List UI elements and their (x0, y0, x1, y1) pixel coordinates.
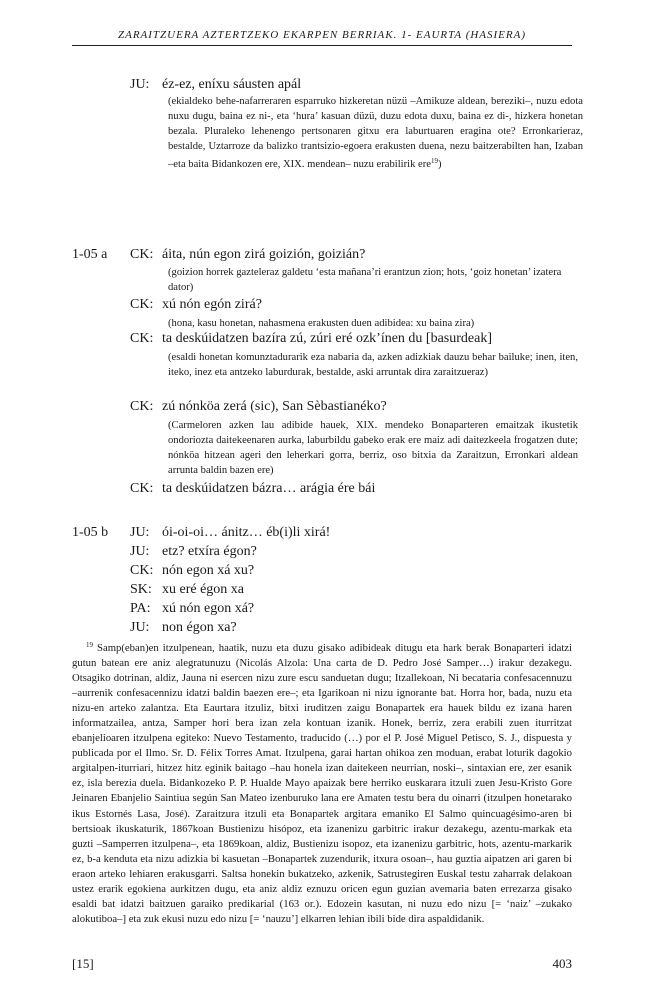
commentary-note: (ekialdeko behe-nafarreraren esparruko hizkeretan nüzü –Amikuze aldean, bereziki–, nuzu edota nuxu dugu, baina ez ni-, eta ‘hura’ kasuan düzü, duzu edota duxu, baina ez di-, hizkera honetan bezala. Pluraleko lehenengo pertsonaren gitxu era laburtuaren eragina ote? Erronkarieraz, bestalde, Uztarroze da balizko trantsizio-egoera erakusten duena, nezu baitzerabilten han, Izaban –eta baita Bidankozen ere, XIX. mendean– nuzu erabilirik ere$^{19}$) (168, 96, 583, 170)
footnote-number: 19 (86, 641, 93, 649)
speaker-label: CK: (130, 247, 154, 262)
commentary-note: (goizion horrek gazteleraz galdetu ‘esta mañana’ri erantzun zion; hots, ‘goiz honetan’ izatera dator) (168, 267, 562, 293)
segment-code: 1-05 b (72, 525, 109, 540)
header-rule (72, 45, 572, 46)
page-number: 403 (552, 956, 572, 971)
running-header: ZARAITZUERA AZTERTZEKO EKARPEN BERRIAK. 1- EAURTA (HASIERA) (117, 29, 527, 41)
commentary-note: (Carmeloren azken lau adibide hauek, XIX. mendeko Bonaparteren emaitzak ikustetik ondoriozta daitekeenaren aurka, laburbildu gabeko erak ere maiz adi daitezkeela frogatzen dute; nónköa hitzean ageri den leherkari gorra, berriz, oso bitxia da Zaraitzun, Erronkari aldean arrunta baldin bazen ere) (168, 420, 578, 476)
commentary-note: (hona, kasu honetan, nahasmena erakusten duen adibidea: xu baina zira) (168, 318, 475, 329)
speaker-label: JU: (130, 525, 150, 540)
utterance: etz? etxíra égon? (162, 544, 257, 559)
commentary-note: (esaldi honetan komunztadurarik eza nabaria da, azken adizkiak dauzu behar bailuke; inen, iten, iteko, inez eta antzeko laburdurak, bestalde, aski arruntak dira zaraitzueraz) (168, 352, 578, 378)
utterance: zú nónköa zerá (sic), San Sèbastianéko? (162, 399, 387, 414)
speaker-label: CK: (130, 399, 154, 414)
utterance: xú nón egon xá? (162, 601, 255, 616)
speaker-label: CK: (130, 331, 154, 346)
footnote-ref: 19 (430, 157, 438, 165)
page-section-number: [15] (72, 956, 94, 971)
speaker-label: PA: (130, 601, 151, 616)
utterance: áita, nún egon zirá goizión, goizián? (162, 247, 366, 262)
utterance: nón egon xá xu? (162, 563, 255, 578)
footnote (72, 638, 572, 927)
speaker-label: JU: (130, 544, 150, 559)
speaker-label: CK: (130, 297, 154, 312)
speaker-label: JU: (130, 620, 150, 635)
speaker-label: CK: (130, 481, 154, 496)
segment-code: 1-05 a (72, 247, 108, 262)
utterance: xu eré égon xa (162, 582, 245, 597)
utterance: ói-oi-oi… ánitz… éb(i)li xirá! (162, 525, 331, 540)
utterance: non égon xa? (162, 620, 237, 635)
speaker-label: JU: (130, 77, 150, 92)
footnote-text: Samp(eban)en itzulpenean, haatik, nuzu eta duzu gisako adibideak ditugu eta hark berak Bonaparteri idatzi gutun batean ere aniz alegratunuzu (Nicolás Alzola: Una carta de D. Pedro José Samper…) irakur dezakegu. Otsagiko dotrinan, aldiz, Jauna ni esercen nizu zure escu sanduetan dugu; Itzallekoan, Ni becataria confesacennuzu –aurrenik confesacennizu idatzi baldin baezen ere–; eta Igarikoan ni nizu ignorante bat. Horra hor, bada, nuzu eta nizu-en arteko zalantza. Eta Eaurtara itzuliz, bitxi iruditzen zaigu Bonapartek era hauek bildu ez izana haren informatzailea, antza, Samper hori bera izan zela kontuan izanik. Honek, berriz, zera erabili zuen iturritzat ebanjelioaren itzulpena egiteko: Nuevo Testamento, traducido (…) por el P. José Miguel Petisco, S. J., dispuesta y publicada por el Ilmo. Sr. D. Félix Torres Amat. Itzulpena, garai hartan ohikoa zen moduan, erabat loturik dagokio argitalpen-iturriari, hitzez hitz eginik baitago –hau honela izan daitekeen neurrian, noski–, sintaxian ere, zer esanik ez, isla berezia duela. Bidankozeko P. P. Hualde Mayo apaizak bere herriko euskarara itzuli zuen Jesu-Kristo Gore Jeinaren Ebanjelio Saintiua según San Mateo izenburuko lana ere Amaten testu bera du oinarri (itzulpen honetarako ikus Estornés Lasa, José). Zaraitzura itzuli eta Bonapartek argitara emaniko El Salmo quincuagésimo-aren bi bertsioak ikuskaturik, 1867koan Bustienizu hisópoz, eta izanenizu garbitric irakur dezakegu, azentu-markak eta guzti –Samperren itzulpena–, eta 1869koan, aldiz, Bustienizu isopoz, eta izanenizu garbitric, hots, azentu-markarik ez, b-a kenduta eta nizu adizkia bi kasuetan –Bonapartek zuzendurik, itxura osoan–, hau guztia aipatzen ari garen bi eraon arteko lehiaren erakusgarri. Saltsa honekin bukatzeko, azkenik, Satrustegiren Euskal testu zaharrak delakoan ustez erarik egokiena aurkitzen dugu, eta aniz aldiz eznuzu oricen egun guzian avemaria baten errezarza gisako esaldi bat idatzi baitzuen garaiko predikarial (163 or.). Edozein kasutan, ni nuzu edo nizu [= ‘naiz’ –zukako alokutiboa–] eta zuk ekusi nuzu edo nizu [= ‘nauzu’] elkarren lehian ibili bide dira aspaldidanik. (72, 642, 572, 925)
speaker-label: SK: (130, 582, 152, 597)
utterance: ta deskúidatzen bázra… arágia ére bái (162, 481, 376, 496)
utterance: xú nón egón zirá? (162, 297, 262, 312)
utterance: ta deskúidatzen bazíra zú, zúri eré ozk’ínen du [basurdeak] (162, 331, 493, 346)
speaker-label: CK: (130, 563, 154, 578)
utterance: éz-ez, eníxu sáusten apál (162, 77, 302, 92)
